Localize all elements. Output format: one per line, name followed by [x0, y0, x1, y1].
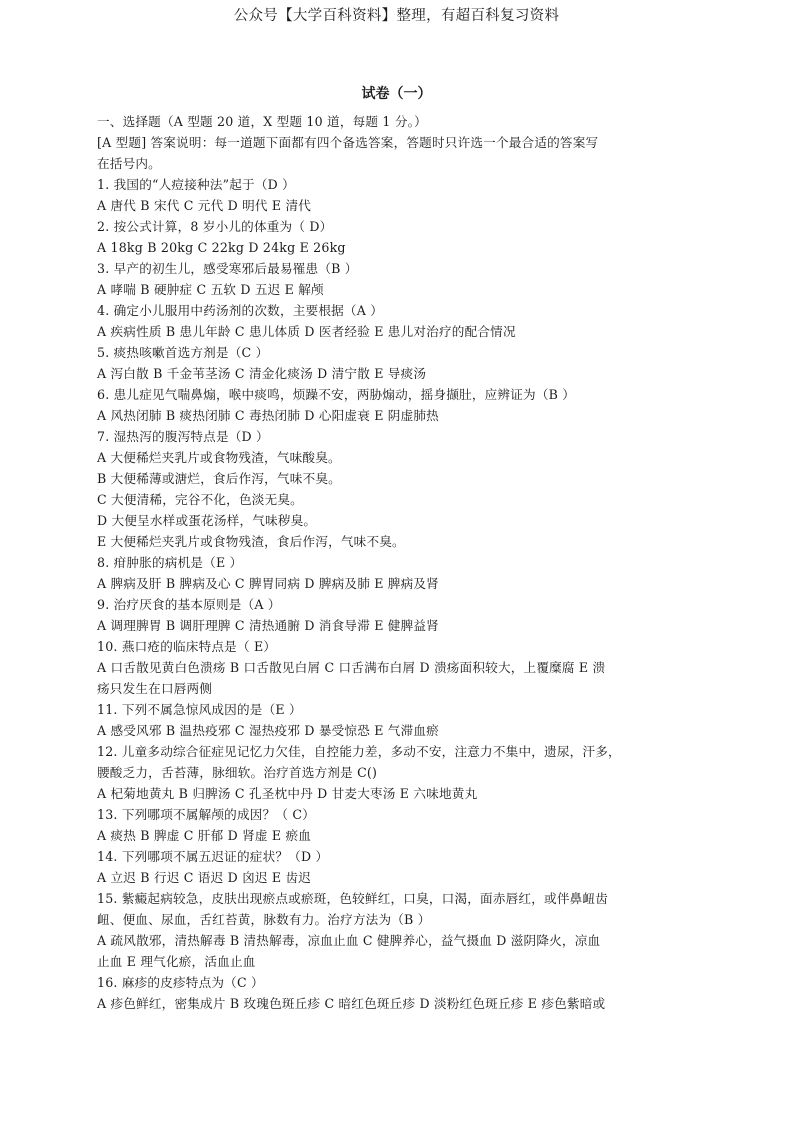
text-line: 在括号内。	[97, 156, 161, 171]
text-line: 衄、便血、尿血，舌红苔黄，脉数有力。治疗方法为（B ）	[97, 912, 431, 927]
text-line: 4. 确定小儿服用中药汤剂的次数，主要根据（A ）	[97, 303, 383, 318]
text-line: 11. 下列不属急惊风成因的是（E ）	[97, 702, 302, 717]
text-line: 14. 下列哪项不属五迟证的症状？（D ）	[97, 849, 329, 864]
text-line: A 风热闭肺 B 痰热闭肺 C 毒热闭肺 D 心阳虚衰 E 阴虚肺热	[97, 408, 439, 423]
text-line: A 立迟 B 行迟 C 语迟 D 囟迟 E 齿迟	[97, 870, 312, 885]
text-line: 15. 紫癜起病较急，皮肤出现瘀点或瘀斑，色较鲜红，口臭，口渴，面赤唇红，或伴鼻衄齿	[97, 891, 608, 906]
text-line: A 痰热 B 脾虚 C 肝郁 D 肾虚 E 瘀血	[97, 828, 312, 843]
text-line: 8. 疳肿胀的病机是（E ）	[97, 555, 243, 570]
text-line: 腰酸乏力，舌苔薄，脉细软。治疗首选方剂是 C()	[97, 765, 378, 780]
page-title: 试卷（一）	[361, 86, 432, 102]
text-line: A 哮喘 B 硬肿症 C 五软 D 五迟 E 解颅	[97, 282, 324, 297]
text-line: E 大便稀烂夹乳片或食物残渣，食后作泻，气味不臭。	[97, 534, 405, 549]
text-line: 疡只发生在口唇两侧	[97, 681, 213, 696]
question-list	[97, 111, 687, 1014]
text-line: A 感受风邪 B 温热疫邪 C 湿热疫邪 D 暴受惊恐 E 气滞血瘀	[97, 723, 439, 738]
text-line: A 疹色鲜红，密集成片 B 玫瑰色斑丘疹 C 暗红色斑丘疹 D 淡粉红色斑丘疹 E 疹色紫暗或	[97, 996, 606, 1011]
text-line: A 疾病性质 B 患儿年龄 C 患儿体质 D 医者经验 E 患儿对治疗的配合情况	[97, 324, 516, 339]
text-line: B 大便稀薄或溏烂，食后作泻，气味不臭。	[97, 471, 341, 486]
text-line: A 调理脾胃 B 调肝理脾 C 清热通腑 D 消食导滞 E 健脾益肾	[97, 618, 439, 633]
page-header: 公众号【大学百科资料】整理，有超百科复习资料	[233, 8, 560, 24]
text-line: 10. 燕口疮的临床特点是（ E）	[97, 639, 277, 654]
text-line: 止血 E 理气化瘀，活血止血	[97, 954, 256, 969]
text-line: 1. 我国的“人痘接种法”起于（D ）	[97, 177, 295, 192]
text-line: 2. 按公式计算，8 岁小儿的体重为（ D）	[97, 219, 333, 234]
text-line: 7. 湿热泻的腹泻特点是（D ）	[97, 429, 269, 444]
text-line: A 口舌散见黄白色溃疡 B 口舌散见白屑 C 口舌满布白屑 D 溃疡面积较大，上覆糜腐 E 溃	[97, 660, 606, 675]
text-line: A 疏风散邪，清热解毒 B 清热解毒，凉血止血 C 健脾养心，益气摄血 D 滋阴降火，凉血	[97, 933, 601, 948]
text-line: [A 型题] 答案说明：每一道题下面都有四个备选答案，答题时只许选一个最合适的答案写	[97, 135, 599, 150]
text-line: A 脾病及肝 B 脾病及心 C 脾胃同病 D 脾病及肺 E 脾病及肾	[97, 576, 439, 591]
text-line: A 大便稀烂夹乳片或食物残渣，气味酸臭。	[97, 450, 341, 465]
text-line: 6. 患儿症见气喘鼻煽，喉中痰鸣，烦躁不安，两胁煽动，摇身撷肚，应辨证为（B ）	[97, 387, 576, 402]
text-line: A 泻白散 B 千金苇茎汤 C 清金化痰汤 D 清宁散 E 导痰汤	[97, 366, 427, 381]
text-line: 一、选择题（A 型题 20 道，X 型题 10 道，每题 1 分。）	[97, 114, 427, 129]
text-line: 13. 下列哪项不属解颅的成因？（ C）	[97, 807, 315, 822]
text-line: A 唐代 B 宋代 C 元代 D 明代 E 清代	[97, 198, 312, 213]
text-line: A 18kg B 20kg C 22kg D 24kg E 26kg	[97, 240, 346, 255]
text-line: D 大便呈水样或蛋花汤样，气味秽臭。	[97, 513, 317, 528]
text-line: 12. 儿童多动综合征症见记忆力欠佳，自控能力差，多动不安，注意力不集中，遗尿，汗多，	[97, 744, 621, 759]
text-line: 16. 麻疹的皮疹特点为（C ）	[97, 975, 264, 990]
text-line: C 大便清稀，完谷不化，色淡无臭。	[97, 492, 303, 507]
text-line: A 杞菊地黄丸 B 归脾汤 C 孔圣枕中丹 D 甘麦大枣汤 E 六味地黄丸	[97, 786, 478, 801]
text-line: 3. 早产的初生儿，感受寒邪后最易罹患（B ）	[97, 261, 358, 276]
text-line: 5. 痰热咳嗽首选方剂是（C ）	[97, 345, 269, 360]
text-line: 9. 治疗厌食的基本原则是（A ）	[97, 597, 281, 612]
